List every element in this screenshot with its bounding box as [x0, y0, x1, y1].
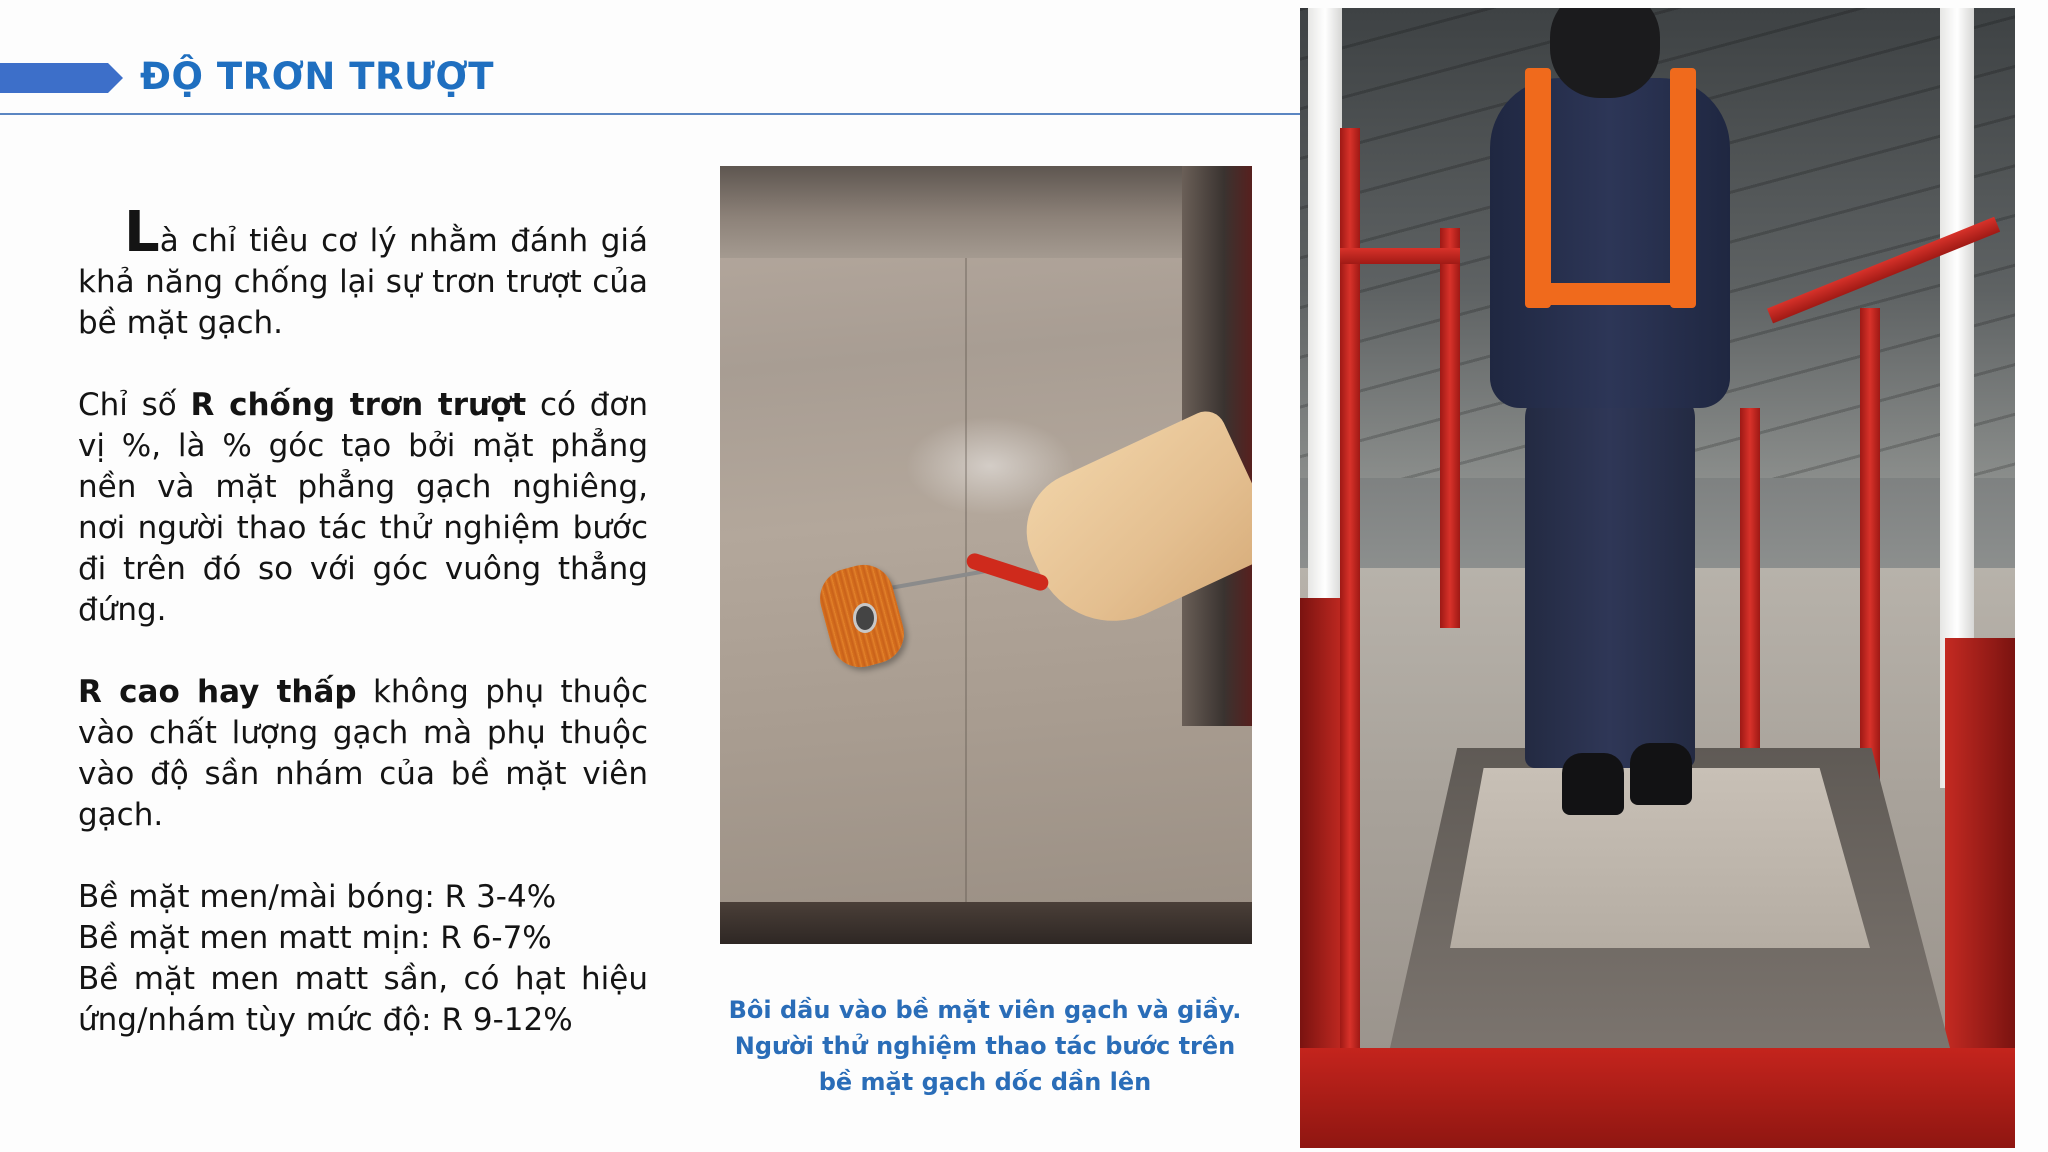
body-text: [78, 200, 648, 1082]
roller-frame: [890, 569, 989, 590]
tray-bottom: [720, 902, 1252, 944]
title-divider: [0, 113, 1300, 115]
photo-caption: [720, 992, 1250, 1100]
slide-title: ĐỘ TRƠN TRƯỢT: [140, 55, 494, 98]
caption-line: Bôi dầu vào bề mặt viên gạch và giầy.: [728, 996, 1242, 1024]
dependency-text: không phụ thuộc vào chất lượng gạch mà phụ thuộc vào độ sần nhám của bề mặt viên gạch.: [78, 674, 648, 833]
definition-term: R chống trơn trượt: [190, 387, 527, 423]
intro-dropcap: L: [124, 200, 160, 265]
harness-belt: [1535, 283, 1695, 305]
definition-text: có đơn vị %, là % góc tạo bởi mặt phẳng nền và mặt phẳng gạch nghiêng, nơi người thao tác thử nghiệm bước đi trên đó so với góc vuông thẳng đứng.: [78, 387, 648, 628]
surface-value-item: Bề mặt men matt sần, có hạt hiệu ứng/nhám tùy mức độ: R 9-12%: [78, 961, 648, 1038]
tester-head: [1550, 8, 1660, 98]
roller-cap: [853, 603, 877, 633]
tester-post: [1740, 408, 1760, 748]
surface-value-item: Bề mặt men matt mịn: R 6-7%: [78, 920, 552, 956]
tester-post: [1340, 128, 1360, 1058]
caption-line: bề mặt gạch dốc dần lên: [818, 1068, 1152, 1096]
caption-line: Người thử nghiệm thao tác bước trên: [734, 1032, 1236, 1060]
tester-rail: [1340, 248, 1460, 264]
tray-edge: [720, 166, 1252, 258]
dependency-paragraph: [78, 672, 648, 836]
definition-prefix: Chỉ số: [78, 387, 191, 423]
title-arrow-icon: [0, 63, 123, 93]
tester-legs: [1525, 388, 1695, 768]
tile-seam: [965, 258, 967, 908]
intro-text: à chỉ tiêu cơ lý nhằm đánh giá khả năng chống lại sự trơn trượt của bề mặt gạch.: [78, 223, 648, 341]
definition-paragraph: [78, 385, 648, 631]
slope-test-photo: [1300, 8, 2015, 1148]
tester-side-panel: [1945, 638, 2015, 1058]
tester-base: [1300, 1048, 2015, 1148]
surface-value-item: Bề mặt men/mài bóng: R 3-4%: [78, 879, 557, 915]
intro-paragraph: [78, 200, 648, 344]
harness-strap: [1525, 68, 1551, 308]
tester-boot: [1562, 753, 1624, 815]
tester-boot: [1630, 743, 1692, 805]
surface-values-list: [78, 877, 648, 1041]
tester-post: [1440, 228, 1460, 628]
dependency-term: R cao hay thấp: [78, 674, 357, 710]
tester-side-panel: [1300, 598, 1345, 1058]
harness-strap: [1670, 68, 1696, 308]
oil-roller-photo: [720, 166, 1252, 944]
